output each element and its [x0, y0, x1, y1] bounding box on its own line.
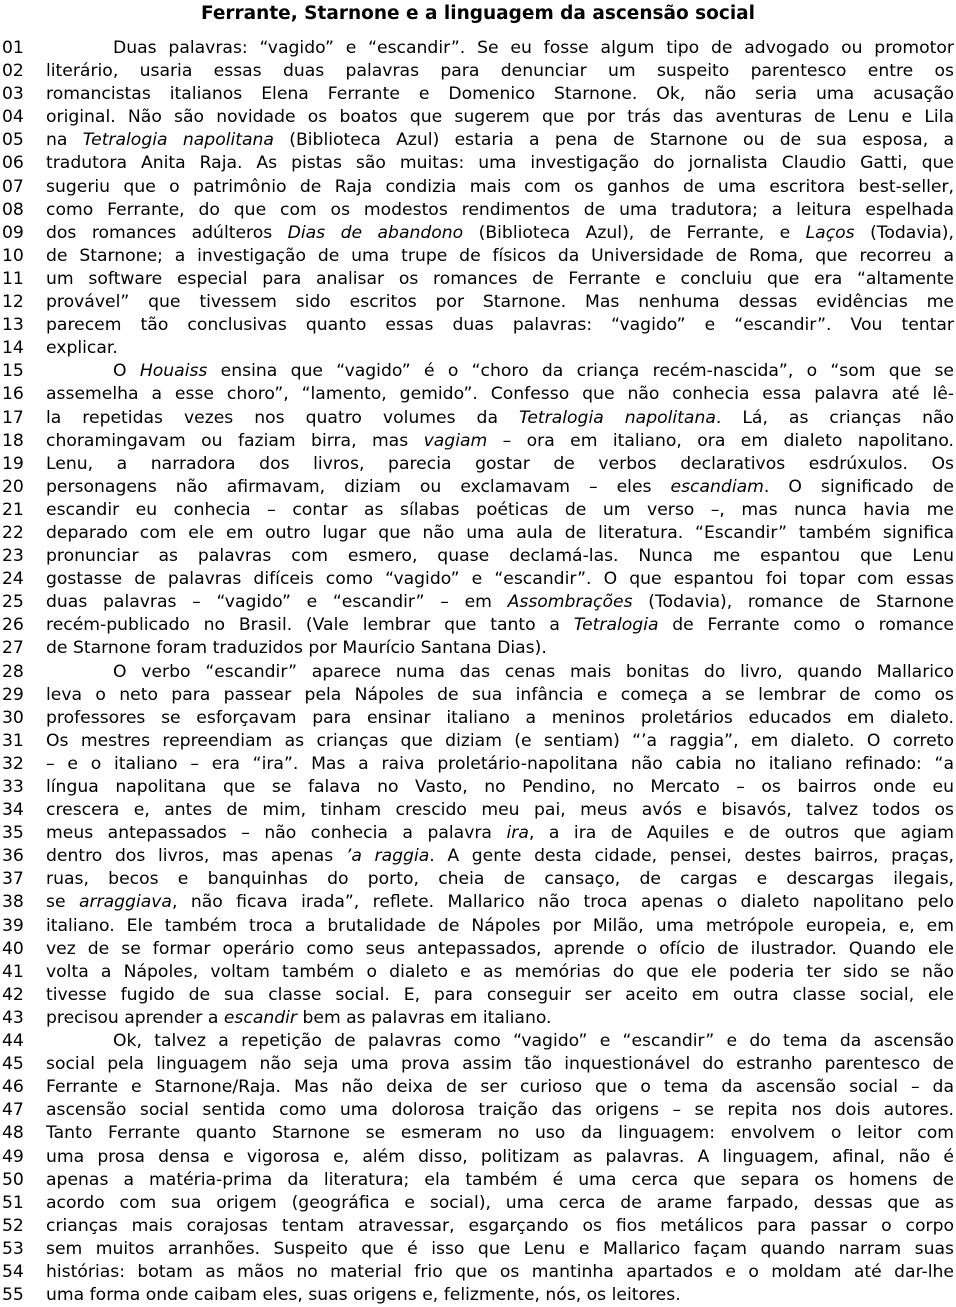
line-text — [46, 568, 954, 591]
text-segment: leva o neto para passear pela Nápoles de sua infância e começa a se lembrar de como os — [46, 684, 954, 705]
line-number: 04 — [2, 107, 24, 128]
line-text — [46, 222, 954, 245]
line-text — [46, 1169, 954, 1192]
text-line — [0, 614, 956, 637]
line-number: 02 — [2, 61, 24, 82]
text-line — [0, 915, 956, 938]
text-segment: um software especial para analisar os romances de Ferrante e concluiu que era “altamente — [46, 268, 954, 289]
line-number: 26 — [2, 615, 24, 636]
text-segment: de Starnone foram traduzidos por Maurício Santana Dias). — [46, 638, 547, 659]
line-text — [46, 1122, 954, 1145]
line-text — [46, 152, 954, 175]
line-text — [46, 83, 954, 106]
line-text — [46, 1261, 954, 1284]
line-text — [46, 314, 954, 337]
line-text — [46, 637, 954, 660]
text-segment: Ok, talvez a repetição de palavras como “vagido” e “escandir” e do tema da ascensão — [113, 1031, 954, 1052]
line-number: 37 — [2, 869, 24, 890]
italic-title-text: Tetralogia napolitana — [518, 407, 716, 428]
line-number: 48 — [2, 1123, 24, 1144]
text-segment: dentro dos livros, mas apenas — [46, 846, 346, 867]
line-number: 31 — [2, 730, 24, 751]
line-text — [113, 661, 954, 684]
text-line — [0, 522, 956, 545]
text-line — [0, 1053, 956, 1076]
line-text — [46, 1284, 954, 1307]
line-number: 33 — [2, 777, 24, 797]
line-number: 03 — [2, 84, 24, 105]
line-text — [46, 776, 954, 799]
text-line — [0, 453, 956, 476]
text-segment: . O significado de — [763, 476, 954, 497]
text-segment: – ora em italiano, ora em dialeto napolitano. — [487, 430, 954, 451]
text-segment: se — [46, 892, 79, 913]
line-number: 44 — [2, 1031, 24, 1052]
text-segment: apenas a matéria-prima da literatura; ela também é uma cerca que separa os homens de — [46, 1169, 954, 1190]
italic-title-text: ’a raggia — [345, 846, 430, 867]
text-line — [0, 891, 956, 914]
text-segment: explicar. — [46, 338, 118, 359]
line-text — [46, 176, 954, 199]
line-text — [46, 522, 954, 545]
text-segment: tivesse fugido de sua classe social. E, para conseguir ser aceito em outra classe social, ele — [46, 984, 954, 1005]
line-text — [46, 707, 954, 730]
text-line — [0, 1099, 956, 1122]
text-line — [0, 707, 956, 730]
line-text — [46, 499, 954, 522]
line-number: 23 — [2, 546, 24, 567]
text-segment: de Starnone; a investigação de uma trupe de físicos da Universidade de Roma, que recorreu a — [46, 245, 954, 266]
text-segment: Lenu, a narradora dos livros, parecia gostar de verbos declarativos esdrúxulos. Os — [46, 453, 954, 474]
line-number: 24 — [2, 569, 24, 590]
line-text — [46, 129, 954, 152]
line-text — [46, 938, 954, 961]
text-line — [0, 1007, 956, 1030]
text-segment: duas palavras – “vagido” e “escandir” – em — [46, 592, 508, 613]
text-segment: Ferrante e Starnone/Raja. Mas não deixa de ser curioso que o tema da ascensão social – da — [46, 1077, 954, 1098]
text-line — [0, 407, 956, 430]
text-line — [0, 961, 956, 984]
text-line — [0, 106, 956, 129]
text-segment: . A gente desta cidade, pensei, destes bairros, praças, — [429, 846, 954, 867]
line-text — [46, 891, 954, 914]
line-text — [46, 1099, 954, 1122]
line-text — [46, 291, 954, 314]
text-line — [0, 245, 956, 268]
text-line — [0, 291, 956, 314]
line-text — [46, 591, 954, 614]
line-number: 13 — [2, 315, 24, 336]
text-segment: provável” que tivessem sido escritos por Starnone. Mas nenhuma dessas evidências me — [46, 292, 954, 313]
line-number: 42 — [2, 984, 24, 1005]
text-segment: dos romances adúlteros — [46, 222, 288, 243]
line-text — [46, 337, 954, 360]
line-text — [46, 799, 954, 822]
text-segment: uma prosa densa e vigorosa e, além disso, politizam as palavras. A linguagem, afinal, não é — [46, 1146, 954, 1167]
line-number: 19 — [2, 453, 24, 474]
italic-title-text: Laços — [805, 222, 855, 243]
text-line — [0, 845, 956, 868]
line-text — [46, 476, 954, 499]
line-number: 53 — [2, 1238, 24, 1259]
text-line — [0, 822, 956, 845]
line-number: 29 — [2, 684, 24, 705]
text-segment: (Todavia), — [854, 222, 954, 243]
line-number: 15 — [2, 361, 24, 382]
italic-title-text: ira — [506, 823, 529, 844]
italic-title-text: escandiam — [670, 476, 764, 497]
text-segment: ascensão social sentida como uma dolorosa traição das origens – se repita nos dois autores. — [46, 1100, 954, 1121]
text-segment: – e o italiano – era “ira”. Mas a raiva proletário-napolitana não cabia no italiano refinado: “a — [46, 753, 954, 774]
text-line — [0, 776, 956, 799]
text-segment: Os mestres repreendiam as crianças que diziam (e sentiam) “’a raggia”, em dialeto. O correto — [46, 730, 954, 751]
italic-title-text: escandir — [223, 1007, 297, 1028]
line-text — [46, 753, 954, 776]
line-number: 21 — [2, 499, 24, 520]
text-line — [0, 476, 956, 499]
text-line — [0, 1192, 956, 1215]
text-line — [0, 83, 956, 106]
text-segment: acordo com sua origem (geográfica e social), uma cerca de arame farpado, dessas que as — [46, 1192, 954, 1213]
line-text — [46, 730, 954, 753]
italic-title-text: Dias de abandono — [287, 222, 464, 243]
text-segment: (Todavia), romance de Starnone — [632, 592, 954, 613]
text-line — [0, 222, 956, 245]
text-segment: (Biblioteca Azul), de Ferrante, e — [463, 222, 806, 243]
text-line — [0, 199, 956, 222]
line-text — [46, 430, 954, 453]
line-number: 52 — [2, 1215, 24, 1236]
text-line — [0, 152, 956, 175]
line-number: 20 — [2, 476, 24, 497]
line-text — [46, 868, 954, 891]
line-number: 16 — [2, 384, 24, 405]
text-segment: meus antepassados – não conhecia a palavra — [46, 823, 507, 844]
text-line — [0, 684, 956, 707]
line-text — [46, 1192, 954, 1215]
text-line — [0, 1238, 956, 1261]
text-segment: crianças mais corajosas tentam atravessar, esgarçando os fios metálicos para passar o corpo — [46, 1215, 954, 1236]
line-text — [46, 453, 954, 476]
italic-title-text: Tetralogia — [573, 615, 659, 636]
line-number: 10 — [2, 245, 24, 266]
text-line — [0, 314, 956, 337]
line-number: 51 — [2, 1192, 24, 1213]
text-line — [0, 1146, 956, 1169]
text-segment: volta a Nápoles, voltam também o dialeto e as memórias do que ele poderia ter sido se não — [46, 961, 954, 982]
text-segment: assemelha a esse choro”, “lamento, gemido”. Confesso que não conhecia essa palavra até lê- — [46, 384, 954, 405]
text-line — [0, 176, 956, 199]
line-text — [46, 245, 954, 268]
line-text — [46, 545, 954, 568]
italic-title-text: Tetralogia napolitana — [82, 130, 274, 151]
text-line — [0, 799, 956, 822]
line-text — [46, 1007, 954, 1030]
text-line — [0, 129, 956, 152]
text-segment: gostasse de palavras difíceis como “vagido” e “escandir”. O que espantou foi topar com essas — [46, 569, 954, 590]
text-line — [0, 1122, 956, 1145]
line-text — [46, 961, 954, 984]
line-number: 18 — [2, 430, 24, 451]
text-segment: choramingavam ou faziam birra, mas — [46, 430, 424, 451]
text-segment: italiano. Ele também troca a brutalidade de Nápoles por Milão, uma metrópole europeia, e, em — [46, 915, 954, 936]
line-text — [46, 1146, 954, 1169]
text-segment: escandir eu conhecia – contar as sílabas poéticas de um verso –, mas nunca havia me — [46, 499, 954, 520]
line-text — [46, 614, 954, 637]
text-line — [0, 984, 956, 1007]
line-text — [46, 199, 954, 222]
line-text — [46, 684, 954, 707]
text-line — [0, 1030, 956, 1053]
line-number: 45 — [2, 1054, 24, 1075]
text-line — [0, 430, 956, 453]
text-line — [0, 337, 956, 360]
line-number: 28 — [2, 661, 24, 682]
line-number: 01 — [2, 38, 24, 58]
line-number: 34 — [2, 800, 24, 821]
text-segment: crescera e, antes de mim, tinham crescido meu pai, meus avós e bisavós, talvez todos os — [46, 800, 954, 821]
text-segment: (Biblioteca Azul) estaria a pena de Starnone ou de sua esposa, a — [273, 130, 954, 151]
text-segment: personagens não afirmavam, diziam ou exclamavam – eles — [46, 476, 671, 497]
text-segment: Duas palavras: “vagido” e “escandir”. Se eu fosse algum tipo de advogado ou promotor — [113, 38, 954, 58]
text-segment: O — [113, 361, 140, 382]
line-text — [46, 1215, 954, 1238]
text-line — [0, 730, 956, 753]
line-number: 55 — [2, 1285, 24, 1306]
line-text — [46, 1053, 954, 1076]
text-segment: deparado com ele em outro lugar que não uma aula de literatura. “Escandir” também significa — [46, 522, 954, 543]
text-line — [0, 753, 956, 776]
line-text — [113, 360, 954, 383]
text-line — [0, 1169, 956, 1192]
text-segment: na — [46, 130, 83, 151]
line-number: 36 — [2, 846, 24, 867]
line-number: 41 — [2, 961, 24, 982]
text-segment: de Ferrante como o romance — [658, 615, 954, 636]
text-segment: original. Não são novidade os boatos que sugerem que por trás das aventuras de Lenu e Lila — [46, 107, 954, 128]
line-number: 05 — [2, 130, 24, 151]
text-segment: la repetidas vezes nos quatro volumes da — [46, 407, 519, 428]
text-segment: professores se esforçavam para ensinar italiano a meninos proletários educados em dialeto. — [46, 707, 954, 728]
document-title: Ferrante, Starnone e a linguagem da ascensão social — [200, 3, 756, 24]
line-text — [46, 407, 954, 430]
line-number: 22 — [2, 522, 24, 543]
line-text — [46, 915, 954, 938]
line-number: 12 — [2, 292, 24, 313]
numbered-text-body — [0, 37, 956, 1307]
line-number: 50 — [2, 1169, 24, 1190]
line-number: 38 — [2, 892, 24, 913]
text-segment: sem muitos arranhões. Suspeito que é isso que Lenu e Mallarico façam quando narram suas — [46, 1238, 954, 1259]
italic-title-text: Houaiss — [139, 361, 208, 382]
line-text — [113, 1030, 954, 1053]
text-line — [0, 60, 956, 83]
text-segment: ruas, becos e banquinhas do porto, cheia de cansaço, de cargas e descargas ilegais, — [46, 869, 954, 890]
text-line — [0, 37, 956, 60]
text-segment: parecem tão conclusivas quanto essas duas palavras: “vagido” e “escandir”. Vou tentar — [46, 315, 954, 336]
text-segment: romancistas italianos Elena Ferrante e Domenico Starnone. Ok, não seria uma acusação — [46, 84, 954, 105]
line-number: 07 — [2, 176, 24, 197]
line-text — [46, 383, 954, 406]
text-line — [0, 499, 956, 522]
line-number: 39 — [2, 915, 24, 936]
text-line — [0, 661, 956, 684]
text-segment: ensina que “vagido” é o “choro da criança recém-nascida”, o “som que se — [207, 361, 954, 382]
text-segment: O verbo “escandir” aparece numa das cenas mais bonitas do livro, quando Mallarico — [113, 661, 954, 682]
text-segment: sugeriu que o patrimônio de Raja condizia mais com os ganhos de uma escritora best-seller, — [46, 176, 954, 197]
line-text — [46, 984, 954, 1007]
line-text — [46, 1076, 954, 1099]
text-line — [0, 360, 956, 383]
text-line — [0, 1284, 956, 1307]
line-text — [46, 1238, 954, 1261]
line-number: 27 — [2, 638, 24, 659]
text-segment: Tanto Ferrante quanto Starnone se esmeram no uso da linguagem: envolvem o leitor com — [46, 1123, 954, 1144]
text-segment: como Ferrante, do que com os modestos rendimentos de uma tradutora; a leitura espelhada — [46, 199, 954, 220]
text-segment: vez de se formar operário como seus antepassados, aprende o ofício de ilustrador. Quando ele — [46, 938, 954, 959]
text-segment: literário, usaria essas duas palavras para denunciar um suspeito parentesco entre os — [46, 61, 954, 82]
text-segment: pronunciar as palavras com esmero, quase declamá-las. Nunca me espantou que Lenu — [46, 546, 954, 567]
text-segment: , não ficava irada”, reflete. Mallarico não troca apenas o dialeto napolitano pelo — [171, 892, 954, 913]
line-text — [113, 37, 954, 60]
text-line — [0, 383, 956, 406]
line-number: 54 — [2, 1261, 24, 1282]
text-line — [0, 1076, 956, 1099]
line-number: 14 — [2, 338, 24, 359]
text-segment: , a ira de Aquiles e de outros que agiam — [528, 823, 954, 844]
text-segment: recém-publicado no Brasil. (Vale lembrar que tanto a — [46, 615, 574, 636]
line-number: 46 — [2, 1077, 24, 1098]
line-number: 49 — [2, 1146, 24, 1167]
text-segment: . Lá, as crianças não — [715, 407, 954, 428]
line-text — [46, 268, 954, 291]
text-line — [0, 938, 956, 961]
text-segment: precisou aprender a — [46, 1007, 224, 1028]
line-number: 11 — [2, 268, 24, 289]
line-text — [46, 822, 954, 845]
line-number: 08 — [2, 199, 24, 220]
text-line — [0, 1261, 956, 1284]
line-number: 06 — [2, 153, 24, 174]
text-segment: língua napolitana que se falava no Vasto, no Pendino, no Mercato – os bairros onde eu — [46, 777, 954, 797]
text-line — [0, 1215, 956, 1238]
line-text — [46, 845, 954, 868]
text-segment: uma forma onde caibam eles, suas origens e, felizmente, nós, os leitores. — [46, 1285, 681, 1306]
text-segment: tradutora Anita Raja. As pistas são muitas: uma investigação do jornalista Claudio Gatti, que — [46, 153, 954, 174]
line-number: 32 — [2, 753, 24, 774]
text-line — [0, 545, 956, 568]
line-number: 40 — [2, 938, 24, 959]
text-line — [0, 568, 956, 591]
text-line — [0, 868, 956, 891]
line-number: 35 — [2, 823, 24, 844]
italic-title-text: vagiam — [423, 430, 488, 451]
text-line — [0, 268, 956, 291]
text-segment: histórias: botam as mãos no material frio que os mantinha apartados e o moldam até dar-lhe — [46, 1261, 954, 1282]
line-number: 47 — [2, 1100, 24, 1121]
line-number: 25 — [2, 592, 24, 613]
text-line — [0, 637, 956, 660]
italic-title-text: Assombrações — [507, 592, 633, 613]
line-number: 43 — [2, 1007, 24, 1028]
text-segment: bem as palavras em italiano. — [297, 1007, 552, 1028]
text-line — [0, 591, 956, 614]
line-number: 17 — [2, 407, 24, 428]
line-text — [46, 60, 954, 83]
line-number: 30 — [2, 707, 24, 728]
text-segment: social pela linguagem não seja uma prova assim tão inquestionável do estranho parentesco de — [46, 1054, 954, 1075]
italic-title-text: arraggiava — [78, 892, 172, 913]
line-text — [46, 106, 954, 129]
line-number: 09 — [2, 222, 24, 243]
